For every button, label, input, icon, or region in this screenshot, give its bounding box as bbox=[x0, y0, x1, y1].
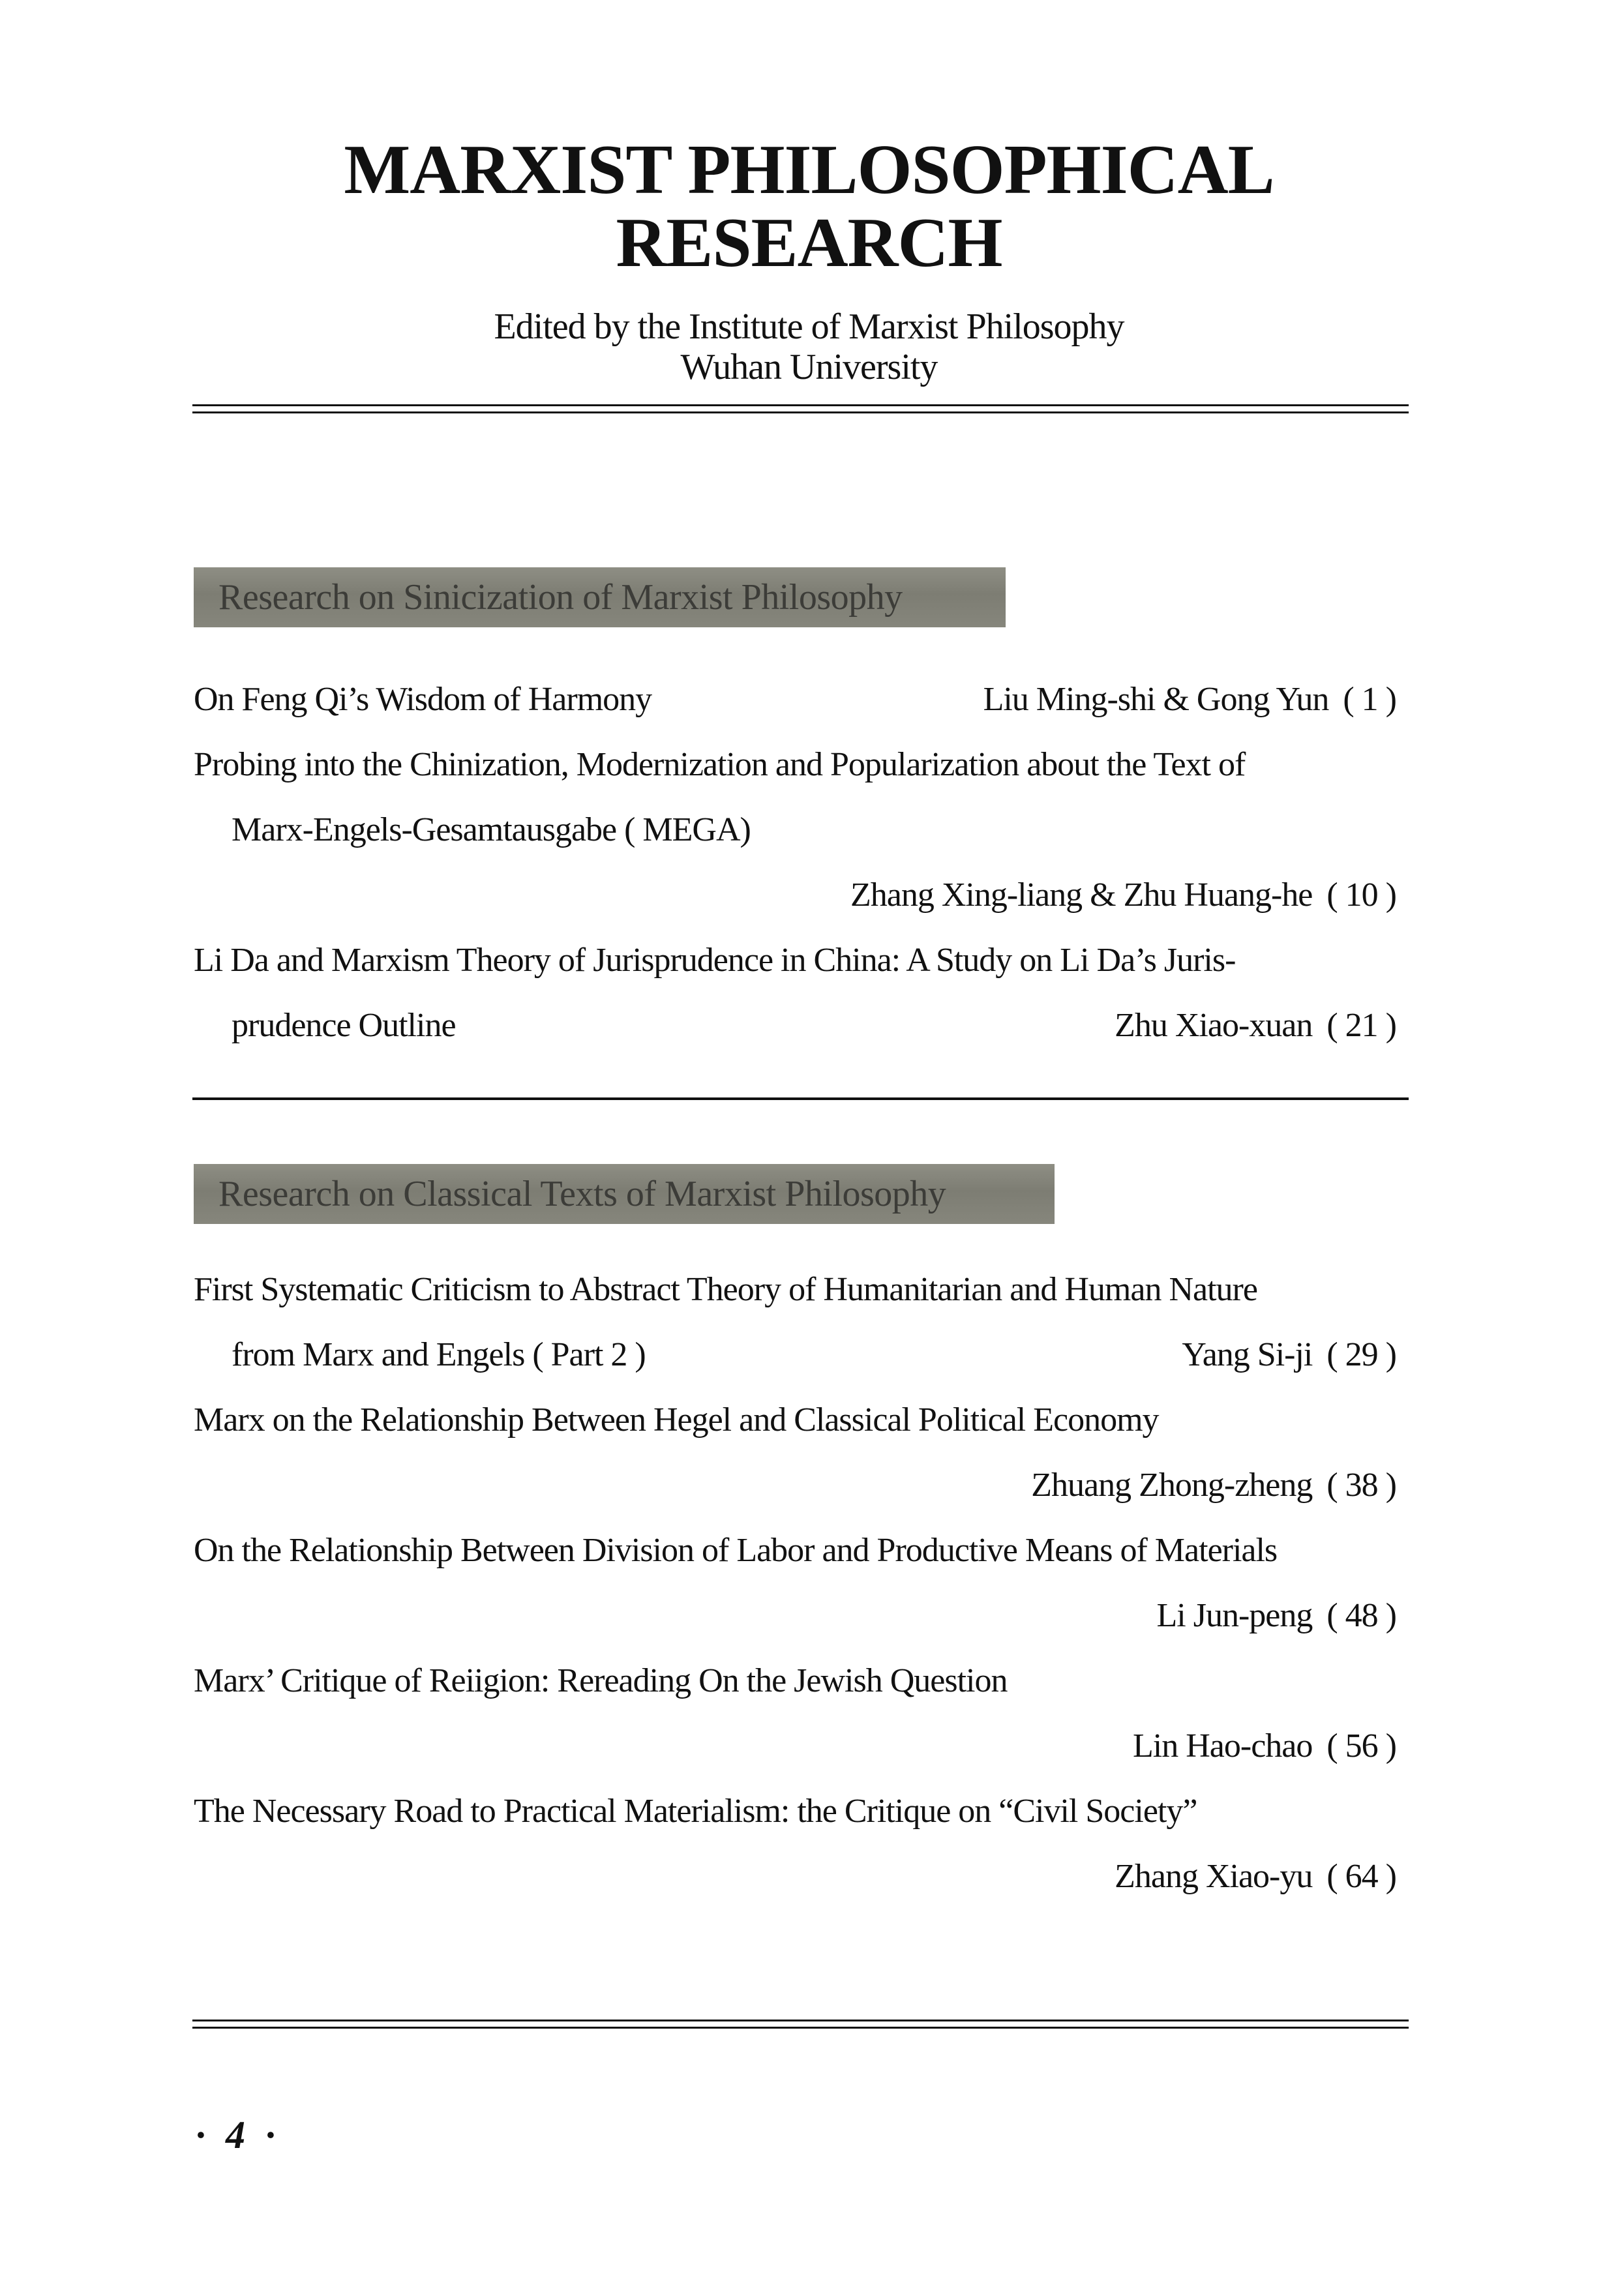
entry-author-page bbox=[983, 680, 1396, 719]
entry-title-continuation[interactable]: Marx-Engels-Gesamtausgabe ( MEGA) bbox=[232, 811, 751, 848]
page-number: · 4 · bbox=[196, 2113, 280, 2156]
entry-author-page bbox=[1157, 1596, 1396, 1635]
editor-credit-line-2: Wuhan University bbox=[680, 347, 938, 387]
entry-title[interactable]: Probing into the Chinization, Modernization and Popularization about the Text of bbox=[194, 746, 1246, 783]
entry-author-page bbox=[1115, 1006, 1396, 1045]
entry-page: ( 38 ) bbox=[1326, 1467, 1396, 1504]
entry-author: Li Jun-peng bbox=[1156, 1597, 1313, 1634]
entry-author: Zhang Xiao-yu bbox=[1115, 1858, 1313, 1895]
entry-title-continuation[interactable]: prudence Outline bbox=[232, 1007, 456, 1044]
entry-title[interactable]: Li Da and Marxism Theory of Jurisprudence in China: A Study on Li Da’s Juris- bbox=[194, 942, 1236, 979]
entry-author: Yang Si-ji bbox=[1182, 1336, 1313, 1373]
section-divider-rule bbox=[192, 1097, 1409, 1100]
entry-title[interactable]: First Systematic Criticism to Abstract Theory of Humanitarian and Human Nature bbox=[194, 1271, 1257, 1308]
entry-title[interactable]: The Necessary Road to Practical Materialism: the Critique on “Civil Society” bbox=[194, 1793, 1197, 1830]
entry-title[interactable]: On Feng Qi’s Wisdom of Harmony bbox=[194, 681, 652, 718]
editor-credit-line-1: Edited by the Institute of Marxist Philosophy bbox=[494, 306, 1124, 347]
entry-author-page bbox=[1182, 1335, 1396, 1375]
section-heading: Research on Classical Texts of Marxist Philosophy bbox=[218, 1174, 946, 1214]
header-double-rule bbox=[192, 404, 1409, 413]
entry-author: Liu Ming-shi & Gong Yun bbox=[983, 681, 1329, 718]
entry-page: ( 48 ) bbox=[1326, 1597, 1396, 1634]
entry-title[interactable]: On the Relationship Between Division of Labor and Productive Means of Materials bbox=[194, 1532, 1278, 1569]
section-banner-classical-texts bbox=[194, 1164, 1055, 1224]
entry-author: Lin Hao-chao bbox=[1133, 1727, 1313, 1765]
editor-credit bbox=[0, 306, 1618, 387]
entry-author-page bbox=[1031, 1466, 1396, 1505]
entry-page: ( 10 ) bbox=[1326, 876, 1396, 914]
entry-author-page bbox=[1133, 1727, 1396, 1766]
entry-page: ( 29 ) bbox=[1326, 1336, 1396, 1373]
journal-title-line-1: MARXIST PHILOSOPHICAL bbox=[344, 131, 1274, 209]
entry-page: ( 64 ) bbox=[1326, 1858, 1396, 1895]
section-banner-sinicization bbox=[194, 567, 1006, 627]
footer-double-rule bbox=[192, 2020, 1409, 2029]
entry-author: Zhuang Zhong-zheng bbox=[1031, 1467, 1313, 1504]
entry-title[interactable]: Marx on the Relationship Between Hegel and Classical Political Economy bbox=[194, 1401, 1159, 1439]
entry-page: ( 56 ) bbox=[1326, 1727, 1396, 1765]
entry-title-continuation[interactable]: from Marx and Engels ( Part 2 ) bbox=[232, 1336, 646, 1373]
journal-title-line-2: RESEARCH bbox=[616, 204, 1002, 282]
entry-title[interactable]: Marx’ Critique of Reiigion: Rereading On the Jewish Question bbox=[194, 1662, 1008, 1699]
entry-author-page bbox=[1115, 1857, 1396, 1896]
entry-page: ( 21 ) bbox=[1326, 1007, 1396, 1044]
entry-author: Zhu Xiao-xuan bbox=[1115, 1007, 1313, 1044]
entry-page: ( 1 ) bbox=[1343, 681, 1396, 718]
entry-author-page bbox=[850, 876, 1396, 915]
section-heading: Research on Sinicization of Marxist Philosophy bbox=[218, 577, 903, 618]
journal-title bbox=[0, 131, 1618, 282]
entry-author: Zhang Xing-liang & Zhu Huang-he bbox=[850, 876, 1313, 914]
